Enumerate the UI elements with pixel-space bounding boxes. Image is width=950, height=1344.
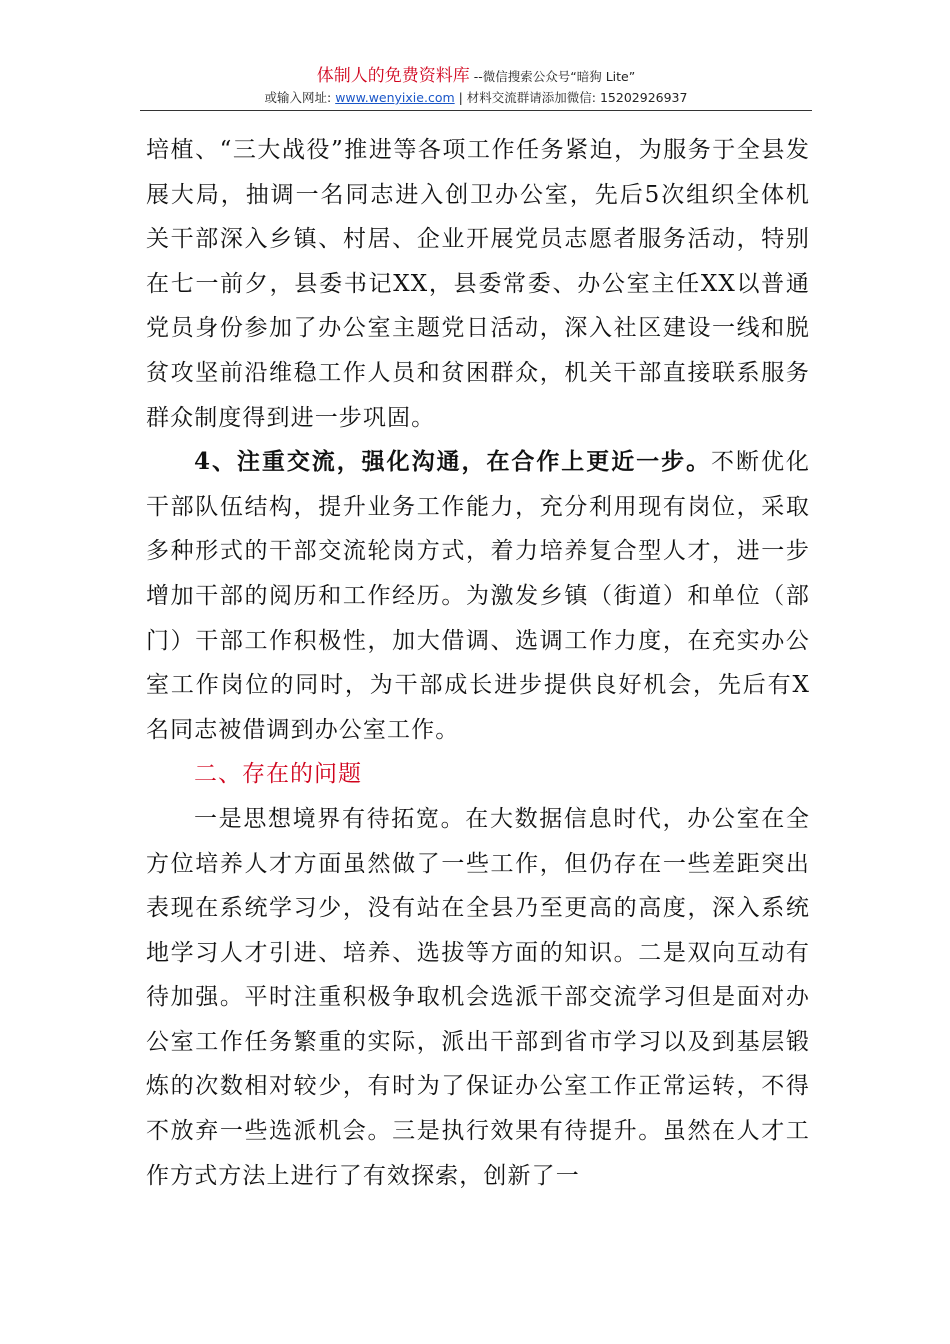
header-title: 体制人的免费资料库 — [316, 66, 470, 86]
paragraph-exchange-heading: 4、注重交流，强化沟通，在合作上更近一步。 — [194, 448, 712, 476]
header-url-link[interactable]: www.wenyixie.com — [335, 90, 455, 105]
page-header — [140, 66, 812, 107]
section-heading-problems: 二、存在的问题 — [194, 761, 362, 788]
header-banner — [140, 66, 812, 87]
paragraph-problems: 一是思想境界有待拓宽。在大数据信息时代，办公室在全方位培养人才方面虽然做了一些工作，但仍存在一些差距突出表现在系统学习少，没有站在全县乃至更高的高度，深入系统地学习人才引进、培养、选拔等方面的知识。二是双向互动有待加强。平时注重积极争取机会选派干部交流学习但是面对办公室工作任务繁重的实际，派出干部到省市学习以及到基层锻炼的次数相对较少，有时为了保证办公室工作正常运转，不得不放弃一些选派机会。三是执行效果有待提升。虽然在人才工作方式方法上进行了有效探索，创新了一 — [146, 805, 810, 1189]
paragraph-exchange-body: 不断优化干部队伍结构，提升业务工作能力，充分利用现有岗位，采取多种形式的干部交流轮岗方式，着力培养复合型人才，进一步增加干部的阅历和工作经历。为激发乡镇（街道）和单位（部门）干部工作积极性，加大借调、选调工作力度，在充实办公室工作岗位的同时，为干部成长进步提供良好机会，先后有X名同志被借调到办公室工作。 — [146, 449, 810, 743]
paragraph-continued: 培植、“三大战役”推进等各项工作任务紧迫，为服务于全县发展大局，抽调一名同志进入创卫办公室，先后5次组织全体机关干部深入乡镇、村居、企业开展党员志愿者服务活动，特别在七一前夕，县委书记XX，县委常委、办公室主任XX以普通党员身份参加了办公室主题党日活动，深入社区建设一线和脱贫攻坚前沿维稳工作人员和贫困群众，机关干部直接联系服务群众制度得到进一步巩固。 — [146, 137, 810, 431]
header-url-prefix: 或输入网址: — [264, 90, 336, 105]
header-subtitle: --微信搜索公众号“暗狗 Lite” — [469, 69, 636, 84]
header-contact-suffix: | 材料交流群请添加微信: 15202926937 — [454, 90, 688, 105]
header-divider — [140, 110, 812, 111]
paragraph-exchange — [146, 440, 810, 752]
header-contact — [140, 89, 812, 107]
document-body — [146, 128, 810, 1198]
